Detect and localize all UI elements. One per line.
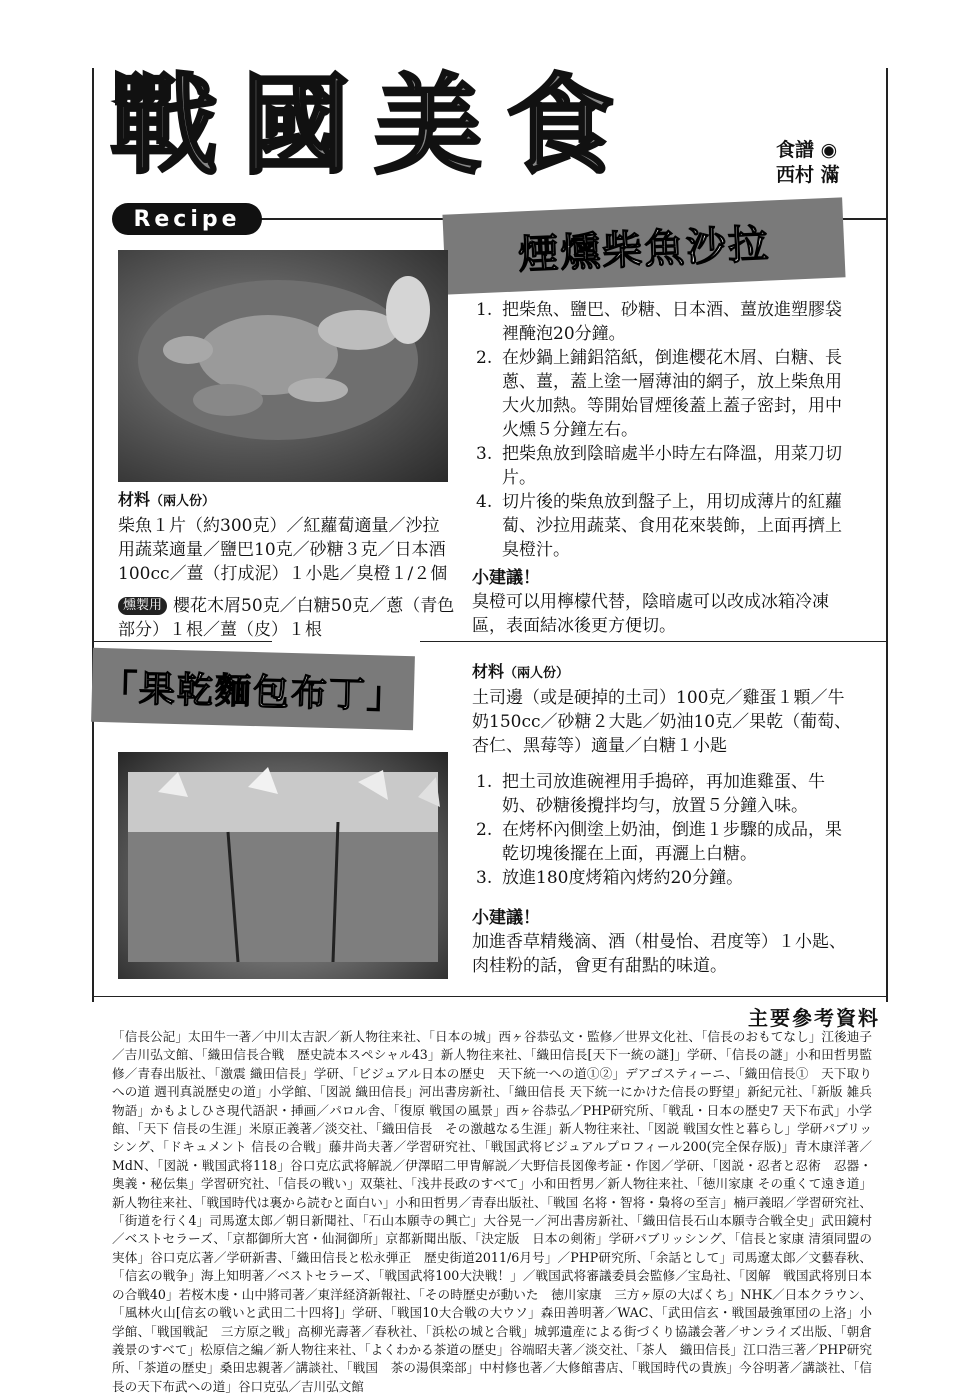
recipe1-photo [118,250,448,482]
ingredients-heading: 材料（兩人份） [118,490,216,509]
recipe-divider-rule [420,641,886,642]
recipe1-step: 2. 在炒鍋上鋪鋁箔紙，倒進櫻花木屑、白糖、長蔥、薑，蓋上塗一層薄油的網子，放上柴魚用大火加熱。等開始冒煙後蓋上蓋子密封，用中火燻５分鐘左右。 [476,348,842,440]
recipe2-step: 2. 在烤杯內側塗上奶油，倒進１步驟的成品，果乾切塊後擺在上面，再灑上白糖。 [476,820,842,864]
recipe1-ingredients [118,488,456,642]
recipe2-step: 3. 放進180度烤箱內烤約20分鐘。 [476,868,744,888]
recipe1-step: 1. 把柴魚、鹽巴、砂糖、日本酒、薑放進塑膠袋裡醃泡20分鐘。 [476,300,842,344]
ingredients-text: 柴魚１片（約300克）／紅蘿蔔適量／沙拉用蔬菜適量／鹽巴10克／砂糖３克／日本酒100cc／薑（打成泥）１小匙／臭橙１/２個 [118,516,448,584]
tip-heading: 小建議！ [472,568,540,588]
tip-text: 臭橙可以用檸檬代替，陰暗處可以改成冰箱冷凍區，表面結冰後更方便切。 [472,592,829,636]
smoke-tag: 燻製用 [118,597,167,615]
recipe-badge: Recipe [112,203,262,235]
recipe2-photo [118,752,448,979]
author-block [776,138,840,188]
footer-rule [92,996,888,997]
ingredients-text: 土司邊（或是硬掉的土司）100克／雞蛋１顆／牛奶150cc／砂糖２大匙／奶油10克／果乾（葡萄、杏仁、黑莓等）適量／白糖１小匙 [472,688,852,756]
ingredients-heading: 材料（兩人份） [472,662,570,681]
recipe2-tip [472,906,856,978]
tip-text: 加進香草精幾滴、酒（柑曼怡、君度等）１小匙、肉桂粉的話，會更有甜點的味道。 [472,932,846,976]
bread-pudding-image [118,752,448,979]
frame-left-rule [92,68,94,1002]
recipe1-title-banner: 煙燻柴魚沙拉 [442,197,845,294]
recipe2-ingredients [472,660,856,758]
smoke-ingredients: 燻製用 櫻花木屑50克／白糖50克／蔥（青色部分）１根／薑（皮）１根 [118,596,455,640]
tip-heading: 小建議！ [472,908,540,928]
references-title: 主要參考資料 [748,1006,880,1030]
references-text: 「信長公記」太田牛一著／中川太吉訳／新人物往来社、「日本の城」西ヶ谷恭弘文・監修／世界文化社、「信長のおもてなし」江後迪子／吉川弘文館、「織田信長合戦 歴史読本スペシャル43」新人物往来社、「織田信長[天下一統の謎]」学研、「信長の謎」小和田哲男監修／青春出版社、「激震 織田信長」学研、「ビジュアル日本の歴史 天下統一への道①②」デアゴスティーニ、「織田信長① 天下取りへの道 週刊真説歴史の道」小学館、「図説 織田信長」河出書房新社、「織田信長 天下統一にかけた信長の野望」新紀元社、「新版 雑兵物語」かもよしひさ現代語訳・挿画／パロル舎、「復原 戦国の風景」西ヶ谷恭弘／PHP研究所、「戦乱・日本の歴史7 天下布武」小学館、「天下 信長の生涯」米原正義著／淡交社、「織田信長 その激越なる生涯」新人物往来社、「図説 戦国女性と暮らし」学研パブリッシング、「ドキュメント 信長の合戦」藤井尚夫著／学習研究社、「戦国武将ビジュアルプロフィール200(完全保存版)」青木康洋著／MdN、「図説・戦国武将118」谷口克広武将解説／伊澤昭二甲冑解説／大野信長図像考証・作図／学研、「図説・忍者と忍術 忍器・奥義・秘伝集」学習研究社、「信長の戦い」双葉社、「浅井長政のすべて」小和田哲男／新人物往来社、「徳川家康 その重くて遠き道」新人物往来社、「戦国時代は裏から読むと面白い」小和田哲男／青春出版社、「戦国 名将・智将・梟将の至言」楠戸義昭／学習研究社、「街道を行く4」司馬遼太郎／朝日新聞社、「石山本願寺の興亡」大谷晃一／河出書房新社、「織田信長石山本願寺合戦全史」武田鏡村／ベストセラーズ、「京都御所大宮・仙洞御所」京都新聞出版、「決定版 日本の剣術」学研パブリッシング、「信長と家康 清須同盟の実体」谷口克広著／学研新書、「織田信長と松永弾正 歴史街道2011/6月号」／PHP研究所、「余話として」司馬遼太郎／文藝春秋、「信玄の戦争」海上知明著／ベストセラーズ、「戦国武将100大決戦！」／戦国武将審議委員会監修／宝島社、「図解 戦国武将別日本の合戦40」若桜木虔・山中將司著／東洋経済新報社、「その時歴史が動いた 徳川家康 三方ヶ原の大ばくち」NHK／日本クラウン、「風林火山[信玄の戦いと武田二十四将]」学研、「戦国10大合戦の大ウソ」森田善明著／WAC、「武田信玄・戦国最強軍団の上洛」小学館、「戦国戦記 三方原之戦」高柳光壽著／春秋社、「浜松の城と合戦」城郭遺産による街づくり協議会著／サンライズ出版、「朝倉義景のすべて」松原信之編／新人物往来社、「よくわかる茶道の歴史」谷端昭夫著／淡交社、「茶人 織田信長」江口浩三著／PHP研究所、「茶道の歴史」桑田忠親著／講談社、「戦国 茶の湯倶楽部」中村修也著／大修館書店、「戦国時代の貴族」今谷明著／講談社、「信長の天下布武への道」谷口克弘／吉川弘文館 [112,1029,872,1394]
recipe1-step: 4. 切片後的柴魚放到盤子上，用切成薄片的紅蘿蔔、沙拉用蔬菜、食用花來裝飾，上面再擠上臭橙汁。 [476,492,842,560]
frame-right-rule [886,68,888,1002]
recipe1-step: 3. 把柴魚放到陰暗處半小時左右降溫，用菜刀切片。 [476,444,842,488]
author-name: 西村 滿 [776,164,840,186]
recipe1-steps [476,298,856,562]
recipe1-tip [472,566,856,638]
recipe-by-label: 食譜 ◉ [776,139,838,161]
smoked-fish-salad-image [118,250,448,482]
recipe2-title-banner: 「果乾麵包布丁」 [91,648,415,730]
recipe2-steps [476,770,856,890]
recipe2-step: 1. 把土司放進碗裡用手搗碎，再加進雞蛋、牛奶、砂糖後攪拌均勻，放置５分鐘入味。 [476,772,825,816]
page-title: 戰國美食 [110,63,639,189]
